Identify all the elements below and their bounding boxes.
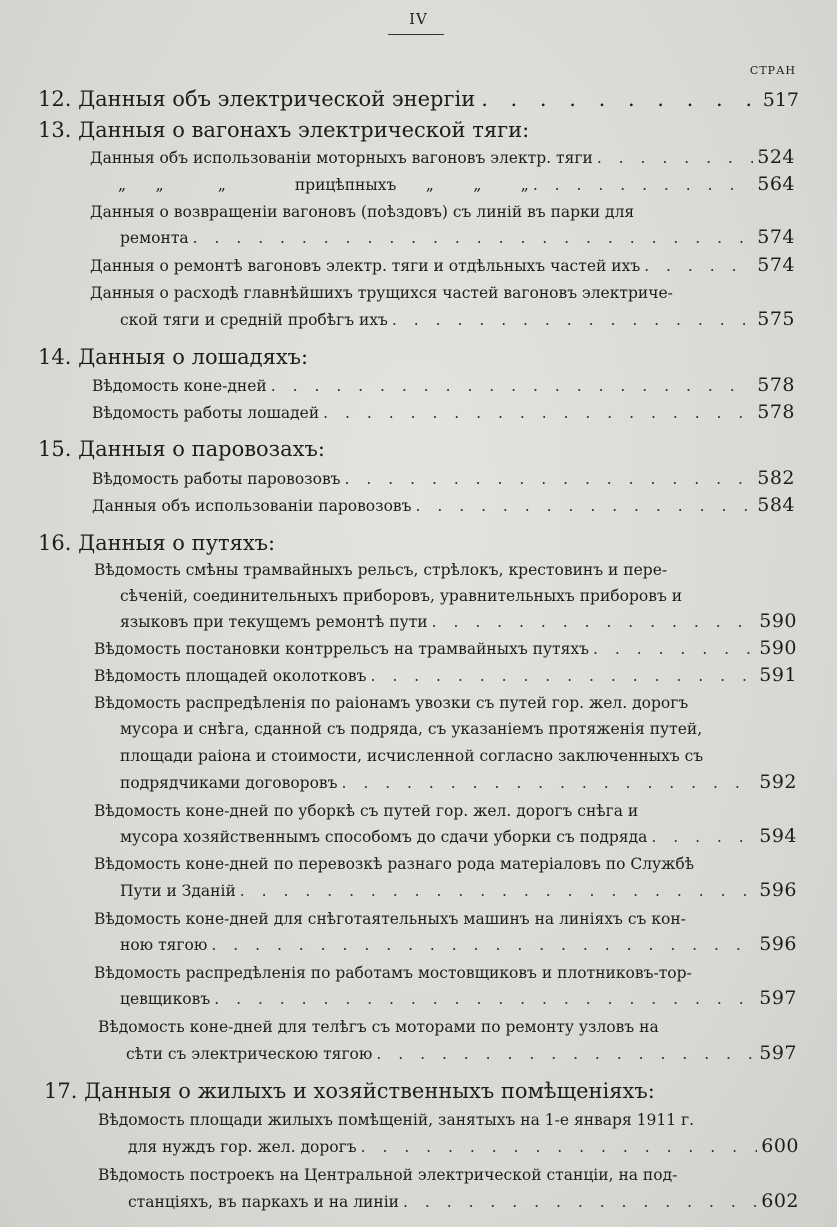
page-ref: 574	[757, 226, 795, 248]
toc-item-line: площади раіона и стоимости, исчисленной согласно заключенныхъ съ	[120, 747, 704, 765]
dot-leader	[403, 1190, 757, 1214]
dot-leader	[432, 610, 756, 634]
item-text: Данныя объ использованіи моторныхъ вагоновъ электр. тяги	[90, 149, 593, 167]
dot-leader	[271, 374, 753, 398]
toc-item	[118, 172, 795, 196]
page-ref: 578	[757, 401, 795, 423]
item-text: станціяхъ, въ паркахъ и на линіи	[128, 1193, 400, 1211]
toc-item	[92, 466, 795, 490]
toc-section-16: 16. Данныя о путяхъ:	[38, 531, 276, 555]
page-ref: 574	[757, 254, 795, 276]
item-text: ской тяги и средній пробѣгъ ихъ	[120, 311, 388, 329]
page-ref: 575	[757, 308, 795, 330]
toc-item-line: Вѣдомость коне-дней для телѣгъ съ моторами по ремонту узловъ на	[98, 1018, 659, 1036]
item-text: Данныя объ использованіи паровозовъ	[92, 497, 412, 515]
dot-leader	[323, 401, 753, 425]
toc-item	[120, 609, 797, 633]
dot-leader	[644, 254, 753, 278]
page-ref: 582	[757, 467, 795, 489]
item-text: Вѣдомость работы паровозовъ	[92, 470, 341, 488]
item-text: „ „ „ прицѣпныхъ „ „ „	[118, 176, 529, 194]
toc-item	[120, 225, 795, 249]
toc-item	[90, 145, 795, 169]
page-ref: 590	[759, 610, 797, 632]
dot-leader	[597, 146, 753, 170]
page-ref: 584	[757, 494, 795, 516]
toc-item-line: Вѣдомость распредѣленія по раіонамъ увозки съ путей гор. жел. дорогъ	[94, 694, 689, 712]
dot-leader	[240, 879, 755, 903]
dot-leader	[342, 771, 756, 795]
toc-item-line: Вѣдомость построекъ на Центральной электрической станціи, на под-	[98, 1166, 678, 1184]
dot-leader	[370, 664, 755, 688]
item-text: цевщиковъ	[120, 990, 211, 1008]
page-ref: 564	[757, 173, 795, 195]
dot-leader	[376, 1042, 755, 1066]
toc-item-line: мусора и снѣга, сданной съ подряда, съ указаніемъ протяженія путей,	[120, 720, 703, 738]
toc-item-line: Данныя о расходѣ главнѣйшихъ трущихся частей вагоновъ электриче-	[90, 284, 673, 302]
toc-item	[128, 1189, 799, 1213]
toc-item-line: Данныя о возвращеніи вагоновъ (поѣздовъ) съ линій въ парки для	[90, 203, 635, 221]
item-text: Вѣдомость коне-дней	[92, 377, 267, 395]
item-text: ною тягою	[120, 936, 208, 954]
toc-item-line: Вѣдомость коне-дней по уборкѣ съ путей гор. жел. дорогъ снѣга и	[94, 802, 639, 820]
dot-leader	[533, 173, 753, 197]
item-text: Данныя о ремонтѣ вагоновъ электр. тяги и отдѣльныхъ частей ихъ	[90, 257, 641, 275]
dot-leader	[193, 226, 754, 250]
item-text: мусора хозяйственнымъ способомъ до сдачи уборки съ подряда	[120, 828, 648, 846]
item-text: подрядчиками договоровъ	[120, 774, 338, 792]
page-ref: 590	[759, 637, 797, 659]
toc-item-line: Вѣдомость коне-дней для снѣготаятельныхъ машинъ на линіяхъ съ кон-	[94, 910, 686, 928]
toc-item	[120, 986, 797, 1010]
toc-item	[90, 253, 795, 277]
toc-item	[92, 400, 795, 424]
toc-section-14: 14. Данныя о лошадяхъ:	[38, 345, 309, 369]
dot-leader	[416, 494, 754, 518]
toc-item	[94, 636, 797, 660]
toc-item	[94, 663, 797, 687]
toc-section-15: 15. Данныя о паровозахъ:	[38, 437, 325, 461]
toc-section-12	[38, 86, 799, 112]
section-title: 12. Данныя объ электрической энергіи	[38, 87, 476, 111]
toc-item	[92, 493, 795, 517]
page-ref: 597	[759, 1042, 797, 1064]
toc-section-13: 13. Данныя о вагонахъ электрической тяги:	[38, 118, 530, 142]
item-text: языковъ при текущемъ ремонтѣ пути	[120, 613, 428, 631]
item-text: Вѣдомость постановки контррельсъ на трамвайныхъ путяхъ	[94, 640, 590, 658]
toc-item	[128, 1134, 799, 1158]
page-number: IV	[409, 10, 428, 28]
item-text: для нуждъ гор. жел. дорогъ	[128, 1138, 357, 1156]
toc-item	[120, 824, 797, 848]
dot-leader	[481, 86, 757, 112]
page-ref: 594	[759, 825, 797, 847]
dot-leader	[593, 637, 755, 661]
page-ref: 578	[757, 374, 795, 396]
page-ref: 524	[757, 146, 795, 168]
toc-item-line: сѣченій, соединительныхъ приборовъ, уравнительныхъ приборовъ и	[120, 587, 683, 605]
dot-leader	[345, 467, 754, 491]
toc-item-line: Вѣдомость смѣны трамвайныхъ рельсъ, стрѣлокъ, крестовинъ и пере-	[94, 561, 668, 579]
dot-leader	[361, 1135, 758, 1159]
item-text: Вѣдомость работы лошадей	[92, 404, 320, 422]
page-ref: 597	[759, 987, 797, 1009]
toc-section-17: 17. Данныя о жилыхъ и хозяйственныхъ помѣщеніяхъ:	[44, 1079, 655, 1103]
item-text: ремонта	[120, 229, 189, 247]
page-ref: 596	[759, 933, 797, 955]
page-column-label: СТРАН	[749, 64, 796, 77]
toc-item	[120, 932, 797, 956]
page-ref: 592	[759, 771, 797, 793]
toc-item	[126, 1041, 797, 1065]
toc-item	[120, 307, 795, 331]
dot-leader	[211, 933, 755, 957]
toc-item	[120, 770, 797, 794]
page-ref: 591	[759, 664, 797, 686]
page-ref: 602	[761, 1190, 799, 1212]
dot-leader	[651, 825, 755, 849]
page-ref: 600	[761, 1135, 799, 1157]
page-ref: 596	[759, 879, 797, 901]
item-text: Вѣдомость площадей околотковъ	[94, 667, 367, 685]
page-ref: 517	[762, 89, 799, 111]
dot-leader	[392, 308, 753, 332]
item-text: сѣти съ электрическою тягою	[126, 1045, 373, 1063]
item-text: Пути и Зданій	[120, 882, 236, 900]
toc-item-line: Вѣдомость распредѣленія по работамъ мостовщиковъ и плотниковъ-тор-	[94, 964, 692, 982]
toc-item-line: Вѣдомость коне-дней по перевозкѣ разнаго рода матеріаловъ по Службѣ	[94, 855, 695, 873]
toc-item	[120, 878, 797, 902]
dot-leader	[214, 987, 755, 1011]
toc-item-line: Вѣдомость площади жилыхъ помѣщеній, занятыхъ на 1-е января 1911 г.	[98, 1111, 695, 1129]
toc-item	[92, 373, 795, 397]
